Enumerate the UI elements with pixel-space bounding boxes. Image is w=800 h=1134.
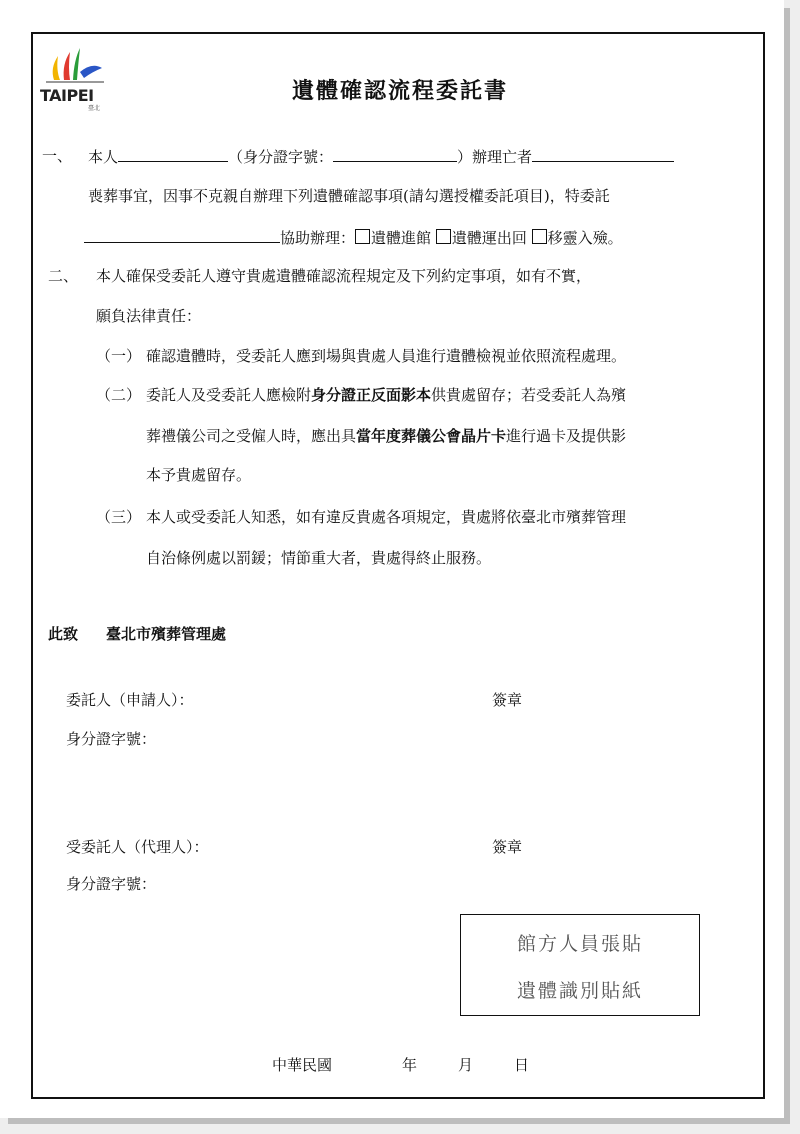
item-2-bold-chip-card: 當年度葬儀公會晶片卡 [356, 427, 507, 445]
item-3-number: （三） [96, 508, 142, 526]
page-shadow-right [784, 8, 790, 1124]
deceased-name-blank[interactable] [532, 146, 674, 162]
document-title: 遺體確認流程委託書 [291, 78, 508, 104]
taipei-logo [40, 42, 112, 112]
item-2-number: （二） [96, 386, 142, 404]
section-1-line-1 [88, 146, 674, 167]
logo-subtext: 臺北 [88, 105, 101, 112]
agent-name-blank[interactable] [84, 227, 280, 243]
id-number-blank[interactable] [333, 146, 457, 162]
sticker-text-line-2: 遺體識別貼紙 [516, 980, 643, 1002]
agent-seal-label: 簽章 [492, 838, 523, 856]
option-1-label: 遺體進館 [371, 229, 432, 247]
item-2-text-d: 進行過卡及提供影 [506, 427, 627, 445]
item-2-text-b: 供貴處留存；若受委託人為殯 [431, 386, 627, 404]
deceased-label: ）辦理亡者 [457, 148, 533, 166]
item-3-line-1: 本人或受委託人知悉，如有違反貴處各項規定，貴處將依臺北市殯葬管理 [146, 508, 627, 526]
item-2-line-2 [146, 426, 626, 446]
section-2-line-1: 本人確保受委託人遵守貴處遺體確認流程規定及下列約定事項，如有不實， [96, 267, 592, 285]
item-1-number: （一） [96, 347, 142, 365]
agent-id-label: 身分證字號： [66, 875, 157, 893]
section-2-number: 二、 [48, 267, 79, 285]
addressee-label: 此致 [48, 625, 79, 643]
principal-sign-label: 委託人（申請人）： [66, 691, 194, 709]
page-shadow-bottom [8, 1118, 790, 1124]
item-3-line-2: 自治條例處以罰鍰；情節重大者，貴處得終止服務。 [146, 549, 492, 567]
logo-wordmark: TAIPEI [40, 86, 94, 105]
section-1-line-2: 喪葬事宜，因事不克親自辦理下列遺體確認事項(請勾選授權委託項目)，特委託 [88, 187, 610, 205]
item-2-text-a: 委託人及受委託人應檢附 [146, 386, 312, 404]
section-1-line-3 [84, 227, 623, 248]
date-year: 年 [402, 1056, 418, 1074]
principal-id-label: 身分證字號： [66, 730, 157, 748]
addressee-org: 臺北市殯葬管理處 [106, 625, 227, 643]
date-era: 中華民國 [272, 1056, 333, 1074]
principal-seal-label: 簽章 [492, 691, 523, 709]
item-2-text-c: 葬禮儀公司之受僱人時，應出具 [146, 427, 357, 445]
option-3-checkbox[interactable] [532, 229, 547, 244]
identification-sticker-box [460, 914, 700, 1016]
id-number-label: （身分證字號： [228, 148, 334, 166]
option-2-checkbox[interactable] [436, 229, 451, 244]
option-1-checkbox[interactable] [355, 229, 370, 244]
section-1-number: 一、 [42, 147, 73, 165]
agent-sign-label: 受委託人（代理人）： [66, 838, 209, 856]
sticker-text-line-1: 館方人員張貼 [516, 933, 643, 955]
section-2-line-2: 願負法律責任： [96, 307, 202, 325]
item-2-line-3: 本予貴處留存。 [146, 466, 252, 484]
date-day: 日 [514, 1056, 530, 1074]
option-3-label: 移靈入殮。 [547, 229, 623, 247]
item-2-line-1 [146, 385, 626, 405]
option-2-label: 遺體運出回 [451, 229, 527, 247]
item-1-text: 確認遺體時，受委託人應到場與貴處人員進行遺體檢視並依照流程處理。 [146, 347, 627, 365]
assist-label: 協助辦理： [280, 229, 356, 247]
principal-name-blank[interactable] [118, 146, 228, 162]
taipei-logo-icon [40, 42, 112, 88]
item-2-bold-id-copy: 身分證正反面影本 [311, 386, 432, 404]
principal-label: 本人 [88, 148, 119, 166]
date-month: 月 [458, 1056, 474, 1074]
